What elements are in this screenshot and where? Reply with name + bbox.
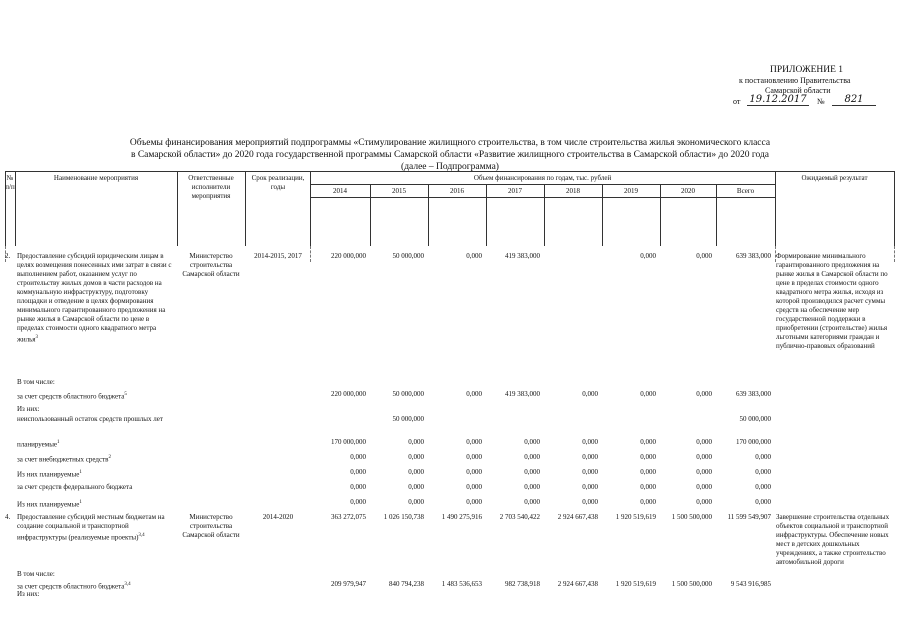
value-cell: 0,000 [696,453,712,461]
header-num: № п/п [5,174,15,191]
header-result: Ожидаемый результат [801,174,868,182]
appendix-line-2: к постановлению Правительства [739,76,851,85]
doc-title-line-2: в Самарской области» до 2020 года государственной программы Самарской области «Развитие жилищного строительства в Самарской области» до 2020 года [130,150,770,160]
value-cell: 0,000 [466,453,482,461]
row-label: за счет средств областного бюджета$^{3,4}$ [17,582,131,591]
header-period: Срок реализации, годы [251,174,305,191]
appendix-number-prefix: № [817,97,825,106]
value-cell: 0,000 [466,252,482,260]
value-cell: 0,000 [640,453,656,461]
value-cell: 0,000 [696,438,712,446]
header-executor: Ответственные исполнители мероприятия [188,174,234,200]
row-label: Из них: [17,405,40,413]
value-cell: 0,000 [350,498,366,506]
financing-subheader-border [310,184,775,185]
row-label: за счет средств областного бюджета$^5$ [17,392,127,401]
value-cell: 0,000 [466,390,482,398]
value-cell: 0,000 [582,390,598,398]
appendix-date-signature: 19.12.2017 [747,94,809,106]
value-cell: 1 483 536,653 [441,580,482,588]
row-label: Из них: [17,590,40,598]
value-cell: 1 920 519,619 [615,513,656,521]
year-header: 2014 [333,187,347,195]
row-4-number: 4. [5,513,11,521]
value-cell: 220 000,000 [331,252,366,260]
value-cell: 0,000 [408,498,424,506]
row-4-period: 2014-2020 [262,513,294,521]
row-2-period: 2014-2015, 2017 [254,252,302,260]
value-cell: 1 920 519,619 [615,580,656,588]
row-label: неиспользованный остаток средств прошлых лет [17,415,163,423]
appendix-date-prefix: от [733,97,741,106]
value-cell: 0,000 [755,453,771,461]
row-label: В том числе: [17,378,55,386]
value-cell: 0,000 [350,453,366,461]
value-cell: 0,000 [524,453,540,461]
row-2-number: 2. [5,252,11,260]
value-cell: 0,000 [640,468,656,476]
value-cell: 209 979,947 [331,580,366,588]
value-cell: 840 794,238 [389,580,424,588]
value-cell: 0,000 [696,252,712,260]
value-cell: 170 000,000 [736,438,771,446]
value-cell: 0,000 [640,498,656,506]
value-cell: 0,000 [755,468,771,476]
value-cell: 0,000 [755,483,771,491]
doc-title-line-3: (далее – Подпрограмма) [401,162,499,172]
year-header: 2020 [681,187,695,195]
year-header: Всего [736,187,755,195]
value-cell: 1 490 275,916 [441,513,482,521]
value-cell: 170 000,000 [331,438,366,446]
appendix-number-signature: 821 [832,94,876,106]
year-header: 2015 [392,187,406,195]
year-header: 2017 [508,187,522,195]
row-label: Из них планируемые$^1$ [17,500,82,509]
value-cell: 0,000 [524,468,540,476]
appendix-title: ПРИЛОЖЕНИЕ 1 [770,65,844,75]
col-border [177,171,178,246]
value-cell: 1 026 150,738 [383,513,424,521]
row-label: за счет внебюджетных средств$^2$ [17,455,111,464]
value-cell: 419 383,000 [505,390,540,398]
value-cell: 0,000 [350,468,366,476]
col-border-dashed [894,246,895,262]
value-cell: 0,000 [755,498,771,506]
header-financing: Объем финансирования по годам, тыс. рублей [473,174,612,182]
value-cell: 0,000 [640,390,656,398]
value-cell: 1 500 500,000 [671,580,712,588]
value-cell: 982 738,918 [505,580,540,588]
value-cell: 0,000 [524,498,540,506]
value-cell: 0,000 [408,438,424,446]
row-2-result: Формирование минимального гарантированного предложения на рынке жилья в Самарской области по цене в пределах стоимости одного квадратного метра жилья, исходя из которой производился расчет суммы средств на обеспечение мер государственной поддержки в приобретении (строительстве) жилья льготными категориями граждан и публично-правовых образований [776,252,888,350]
doc-title-line-1: Объемы финансирования мероприятий подпрограммы «Стимулирование жилищного строительства, в том числе строительства жилья экономического класса [129,138,771,148]
value-cell: 0,000 [582,438,598,446]
value-cell: 50 000,000 [392,415,424,423]
value-cell: 50 000,000 [392,252,424,260]
value-cell: 363 272,075 [331,513,366,521]
value-cell: 11 599 549,907 [727,513,771,521]
value-cell: 0,000 [524,483,540,491]
value-cell: 0,000 [408,468,424,476]
row-label: Из них планируемые$^1$ [17,470,82,479]
row-label: планируемые$^1$ [17,440,60,449]
value-cell: 0,000 [466,483,482,491]
value-cell: 220 000,000 [331,390,366,398]
value-cell: 0,000 [640,438,656,446]
value-cell: 0,000 [696,468,712,476]
row-label: В том числе: [17,570,55,578]
row-2-executor: Министерство строительства Самарской области [182,252,240,278]
value-cell: 419 383,000 [505,252,540,260]
appendix-line-3: Самарской области [765,86,831,95]
value-cell: 0,000 [466,438,482,446]
value-cell: 0,000 [582,483,598,491]
value-cell: 0,000 [408,483,424,491]
value-cell: 639 383,000 [736,390,771,398]
table-top-border [5,171,895,172]
value-cell: 639 383,000 [736,252,771,260]
row-label: за счет средств федерального бюджета [17,483,133,491]
value-cell: 2 924 667,438 [557,513,598,521]
value-cell: 0,000 [582,468,598,476]
value-cell: 9 543 916,985 [730,580,771,588]
value-cell: 2 924 667,438 [557,580,598,588]
value-cell: 0,000 [466,498,482,506]
year-header: 2016 [450,187,464,195]
value-cell: 0,000 [696,390,712,398]
row-4-name: Предоставление субсидий местным бюджетам на создание социальной и транспортной инфраструктуры (реализуемые проекты)$^{3,4}$ [17,513,165,542]
value-cell: 50 000,000 [392,390,424,398]
value-cell: 0,000 [696,498,712,506]
year-header: 2019 [624,187,638,195]
value-cell: 0,000 [524,438,540,446]
value-cell: 1 500 500,000 [671,513,712,521]
row-4-result: Завершение строительства отдельных объектов социальной и транспортной инфраструктуры. Обеспечение новых мест в детских дошкольных учреждениях, а также строительство автомобильной дороги [776,513,890,566]
value-cell: 0,000 [696,483,712,491]
value-cell: 0,000 [640,252,656,260]
value-cell: 0,000 [350,483,366,491]
value-cell: 2 703 540,422 [499,513,540,521]
row-2-name: Предоставление субсидий юридическим лицам в целях возмещения понесенных ими затрат в связи с выполнением работ, оказанием услуг по строительству жилых домов в части расходов на коммунальную инфраструктуру, подготовку площадки и отведение в целях формирования минимального гарантированного предложения на рынке жилья в Самарской области по цене в пределах стоимости одного квадратного метра жилья$^3$ [17,252,172,344]
value-cell: 0,000 [640,483,656,491]
value-cell: 0,000 [582,453,598,461]
col-border [894,171,895,246]
header-name: Наименование мероприятия [53,174,139,182]
value-cell: 0,000 [582,498,598,506]
value-cell: 0,000 [466,468,482,476]
value-cell: 0,000 [408,453,424,461]
year-header: 2018 [566,187,580,195]
row-4-executor: Министерство строительства Самарской области [182,513,240,539]
value-cell: 50 000,000 [739,415,771,423]
years-header-border [310,197,775,198]
col-border [245,171,246,246]
